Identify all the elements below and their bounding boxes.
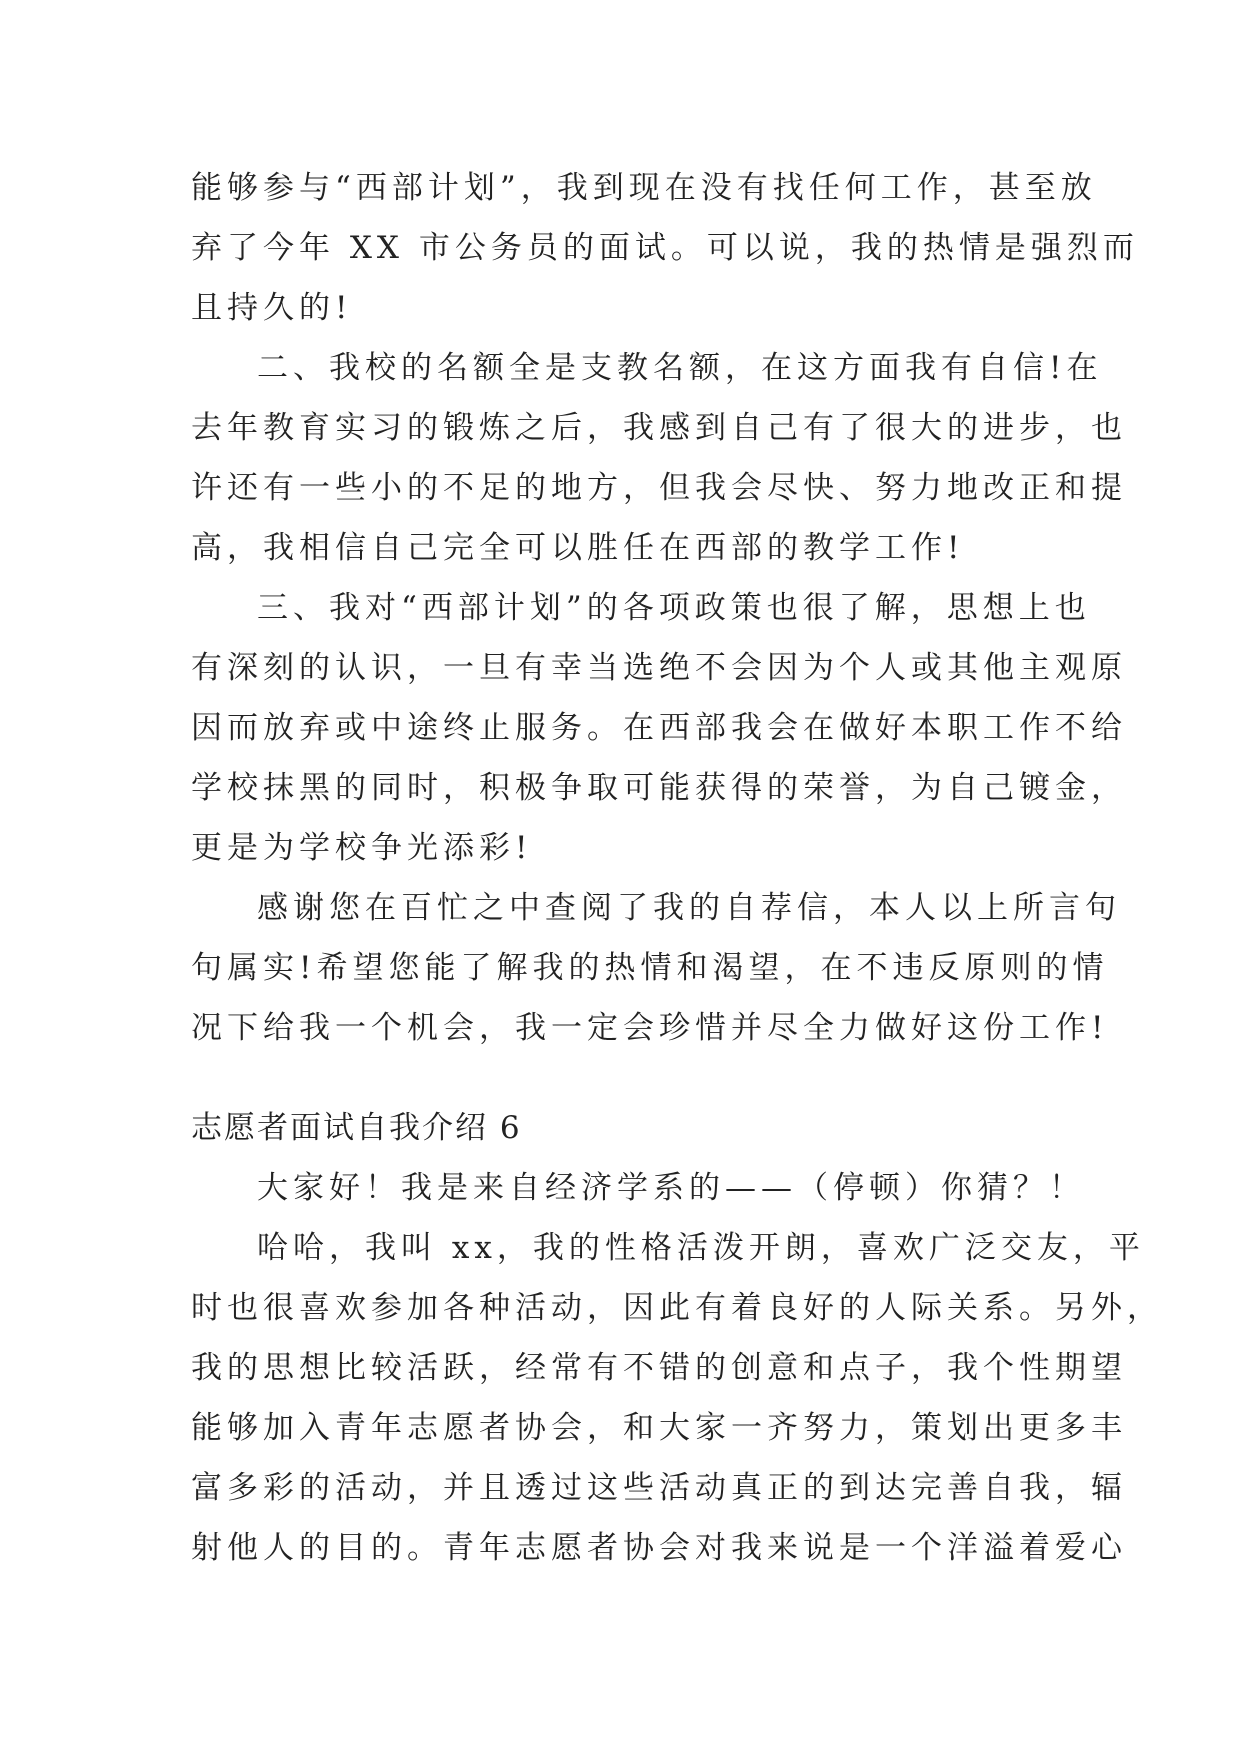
text-line: 学校抹黑的同时，积极争取可能获得的荣誉，为自己镀金， [191, 770, 1127, 806]
text-line: 我的思想比较活跃，经常有不错的创意和点子，我个性期望 [191, 1350, 1127, 1386]
text-line: 能够参与“西部计划”，我到现在没有找任何工作，甚至放 [191, 170, 1097, 206]
paragraph-start: 二、我校的名额全是支教名额，在这方面我有自信!在 [257, 350, 1103, 386]
paragraph-start: 三、我对“西部计划”的各项政策也很了解，思想上也 [257, 590, 1091, 626]
text-line: 时也很喜欢参加各种活动，因此有着良好的人际关系。另外， [191, 1290, 1163, 1326]
text-line: 去年教育实习的锻炼之后，我感到自己有了很大的进步，也 [191, 410, 1127, 446]
text-line: 弃了今年 XX 市公务员的面试。可以说，我的热情是强烈而 [191, 230, 1139, 266]
text-line: 因而放弃或中途终止服务。在西部我会在做好本职工作不给 [191, 710, 1127, 746]
section-heading: 志愿者面试自我介绍 6 [191, 1110, 522, 1146]
text-line: 况下给我一个机会，我一定会珍惜并尽全力做好这份工作! [191, 1010, 1109, 1046]
text-line: 射他人的目的。青年志愿者协会对我来说是一个洋溢着爱心 [191, 1530, 1127, 1566]
text-line: 富多彩的活动，并且透过这些活动真正的到达完善自我，辐 [191, 1470, 1127, 1506]
text-line: 能够加入青年志愿者协会，和大家一齐努力，策划出更多丰 [191, 1410, 1127, 1446]
text-line: 句属实!希望您能了解我的热情和渴望，在不违反原则的情 [191, 950, 1109, 986]
text-line: 更是为学校争光添彩! [191, 830, 533, 866]
paragraph-start: 大家好！我是来自经济学系的——（停顿）你猜？！ [257, 1170, 1085, 1206]
paragraph-start: 感谢您在百忙之中查阅了我的自荐信，本人以上所言句 [257, 890, 1121, 926]
paragraph-start: 哈哈，我叫 xx，我的性格活泼开朗，喜欢广泛交友，平 [257, 1230, 1145, 1266]
text-line: 且持久的! [191, 290, 353, 326]
text-line: 有深刻的认识，一旦有幸当选绝不会因为个人或其他主观原 [191, 650, 1127, 686]
text-line: 许还有一些小的不足的地方，但我会尽快、努力地改正和提 [191, 470, 1127, 506]
text-line: 高，我相信自己完全可以胜任在西部的教学工作! [191, 530, 965, 566]
